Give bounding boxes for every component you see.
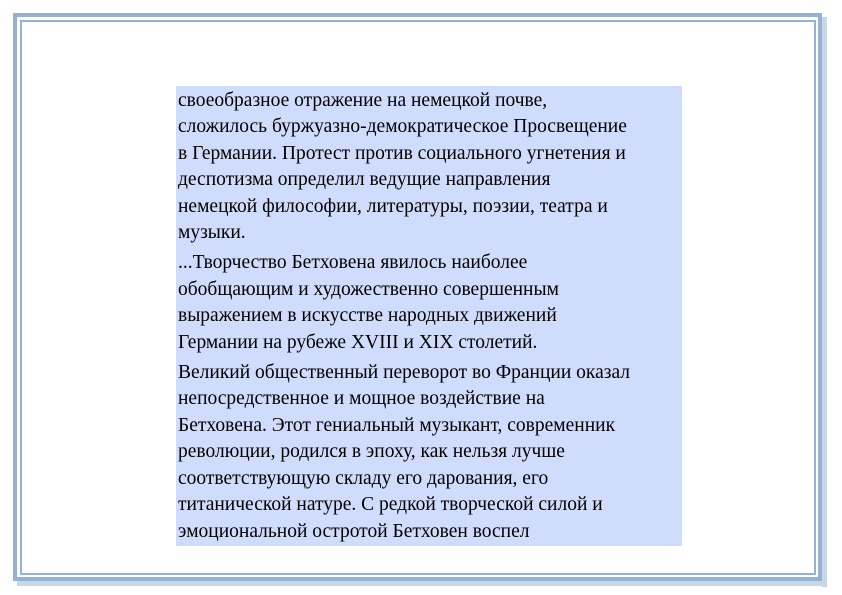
text-line: деспотизма определил ведущие направления <box>178 169 551 191</box>
paragraph-french-revolution <box>178 360 681 545</box>
text-box <box>176 86 682 546</box>
text-line: сложилось буржуазно-демократическое Просвещение <box>178 116 627 138</box>
text-line: своеобразное отражение на немецкой почве, <box>178 90 548 111</box>
text-line: Бетховена. Этот гениальный музыкант, современник <box>178 414 616 436</box>
text-line: музыки. <box>178 222 246 244</box>
text-line: непосредственное и мощное воздействие на <box>178 388 545 410</box>
paragraph-enlightenment <box>178 88 681 246</box>
text-line: Германии на рубеже XVIII и XIX столетий. <box>178 331 538 353</box>
frame-shadow-right <box>822 17 827 587</box>
text-line: эмоциональной остротой Бетховен воспел <box>178 520 530 542</box>
text-line: обобщающим и художественно совершенным <box>178 278 559 300</box>
text-line: в Германии. Протест против социального угнетения и <box>178 142 626 164</box>
text-line: выражением в искусстве народных движений <box>178 305 557 327</box>
text-line: Великий общественный переворот во Франции оказал <box>178 362 631 384</box>
paragraph-beethoven-work <box>178 250 681 356</box>
text-line: немецкой философии, литературы, поэзии, театра и <box>178 195 608 217</box>
text-line: соответствующую складу его дарования, его <box>178 467 549 489</box>
frame-shadow-bottom <box>17 581 827 586</box>
text-line: революции, родился в эпоху, как нельзя лучше <box>178 441 565 463</box>
text-line: ...Творчество Бетховена явилось наиболее <box>178 252 528 274</box>
text-line: титанической натуре. С редкой творческой силой и <box>178 494 603 516</box>
